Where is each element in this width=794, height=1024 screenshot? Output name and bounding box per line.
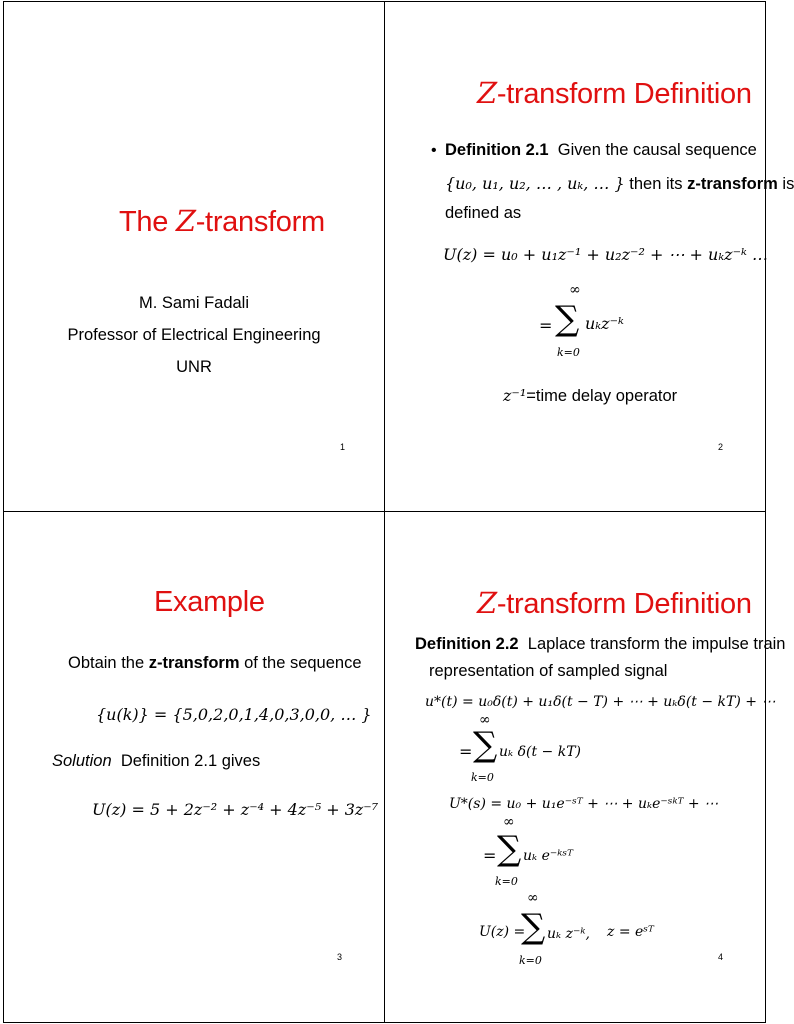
- delay-symbol: z⁻¹: [503, 386, 527, 405]
- laplace-equation: U*(s) = u₀ + u₁e⁻ˢᵀ + ⋯ + uₖe⁻ˢᵏᵀ + ⋯: [449, 796, 719, 812]
- solution-text: Definition 2.1 gives: [120, 752, 261, 770]
- result-equation: U(z) = 5 + 2z⁻² + z⁻⁴ + 4z⁻⁵ + 3z⁻⁷: [92, 800, 379, 819]
- delay-line: [503, 386, 677, 406]
- definition-text: Laplace transform the impulse train: [527, 635, 786, 653]
- slide-1: [3, 1, 385, 512]
- sum-term: uₖ z⁻ᵏ,: [547, 926, 590, 942]
- script-z-glyph: Z: [477, 76, 497, 110]
- definition-line-3: defined as: [445, 204, 522, 222]
- sigma-icon: ∑: [521, 907, 546, 947]
- sum-upper-limit: ∞: [503, 814, 515, 830]
- impulse-train-equation: u*(t) = u₀δ(t) + u₁δ(t − T) + ⋯ + uₖδ(t − kT) + ⋯: [425, 694, 776, 710]
- definition-line-1: [415, 635, 785, 654]
- slide-3: [3, 511, 385, 1023]
- sum-term: uₖz⁻ᵏ: [585, 314, 624, 333]
- author-institution: UNR: [176, 358, 212, 376]
- equals-sign: =: [459, 742, 473, 761]
- series-equation: U(z) = u₀ + u₁z⁻¹ + u₂z⁻² + ⋯ + uₖz⁻ᵏ …: [443, 245, 768, 264]
- definition-text: Given the causal sequence: [557, 141, 757, 159]
- page-number: 4: [718, 952, 724, 962]
- page-number: 1: [340, 442, 346, 452]
- sum-lower-limit: k=0: [519, 954, 542, 967]
- z-equation-lhs: U(z) =: [479, 924, 526, 940]
- slide-title: [119, 204, 325, 239]
- slide-4: [384, 511, 786, 1023]
- sum-term: uₖ e⁻ᵏˢᵀ: [523, 848, 573, 864]
- definition-label: Definition 2.1: [445, 141, 549, 159]
- definition-text: then its: [629, 175, 688, 193]
- sum-lower-limit: k=0: [471, 771, 494, 784]
- title-post: -transform Definition: [496, 78, 752, 110]
- slide-title: [477, 586, 752, 621]
- title-post: -transform: [195, 206, 325, 238]
- solution-label: Solution: [52, 752, 112, 770]
- page-number: 3: [337, 952, 343, 962]
- sum-term: uₖ δ(t − kT): [499, 744, 582, 760]
- problem-statement: [68, 654, 362, 673]
- slide-title: Example: [154, 586, 265, 618]
- delay-text: =time delay operator: [526, 387, 678, 405]
- solution-line: [52, 752, 260, 771]
- definition-line-2: [445, 174, 794, 194]
- definition-label: Definition 2.2: [415, 635, 519, 653]
- page-number: 2: [718, 442, 724, 452]
- equals-sign: =: [483, 846, 497, 865]
- problem-text: of the sequence: [239, 654, 362, 672]
- z-transform-term: z-transform: [687, 175, 778, 193]
- sum-lower-limit: k=0: [495, 875, 518, 888]
- title-pre: The: [119, 206, 176, 238]
- z-definition: z = eˢᵀ: [607, 924, 654, 940]
- summation-block: [535, 282, 615, 298]
- problem-text: Obtain the: [68, 654, 149, 672]
- sum-upper-limit: ∞: [479, 712, 491, 728]
- author-name: M. Sami Fadali: [138, 294, 250, 312]
- sum-lower-limit: k=0: [557, 346, 580, 359]
- z-transform-term: z-transform: [148, 654, 240, 672]
- script-z-glyph: Z: [477, 586, 497, 620]
- slide-title: [477, 76, 752, 111]
- sum-upper-limit: ∞: [527, 890, 539, 906]
- definition-text: is: [777, 175, 794, 193]
- title-post: -transform Definition: [496, 588, 752, 620]
- bullet-icon: •: [431, 142, 437, 159]
- sequence-expression: {u(k)} = {5,0,2,0,1,4,0,3,0,0, … }: [96, 705, 372, 724]
- sigma-icon: ∑: [497, 829, 522, 869]
- sequence-expression: {u₀, u₁, u₂, … , uₖ, … }: [445, 174, 625, 193]
- author-position: Professor of Electrical Engineering: [67, 326, 321, 344]
- script-z-glyph: Z: [175, 204, 196, 238]
- definition-line-1: [445, 141, 757, 160]
- definition-line-2: representation of sampled signal: [429, 662, 668, 680]
- sigma-icon: ∑: [473, 725, 498, 765]
- sigma-icon: ∑: [555, 299, 580, 339]
- slide-2: [384, 1, 794, 512]
- sum-upper-limit: ∞: [569, 282, 581, 298]
- equals-sign: =: [539, 316, 553, 335]
